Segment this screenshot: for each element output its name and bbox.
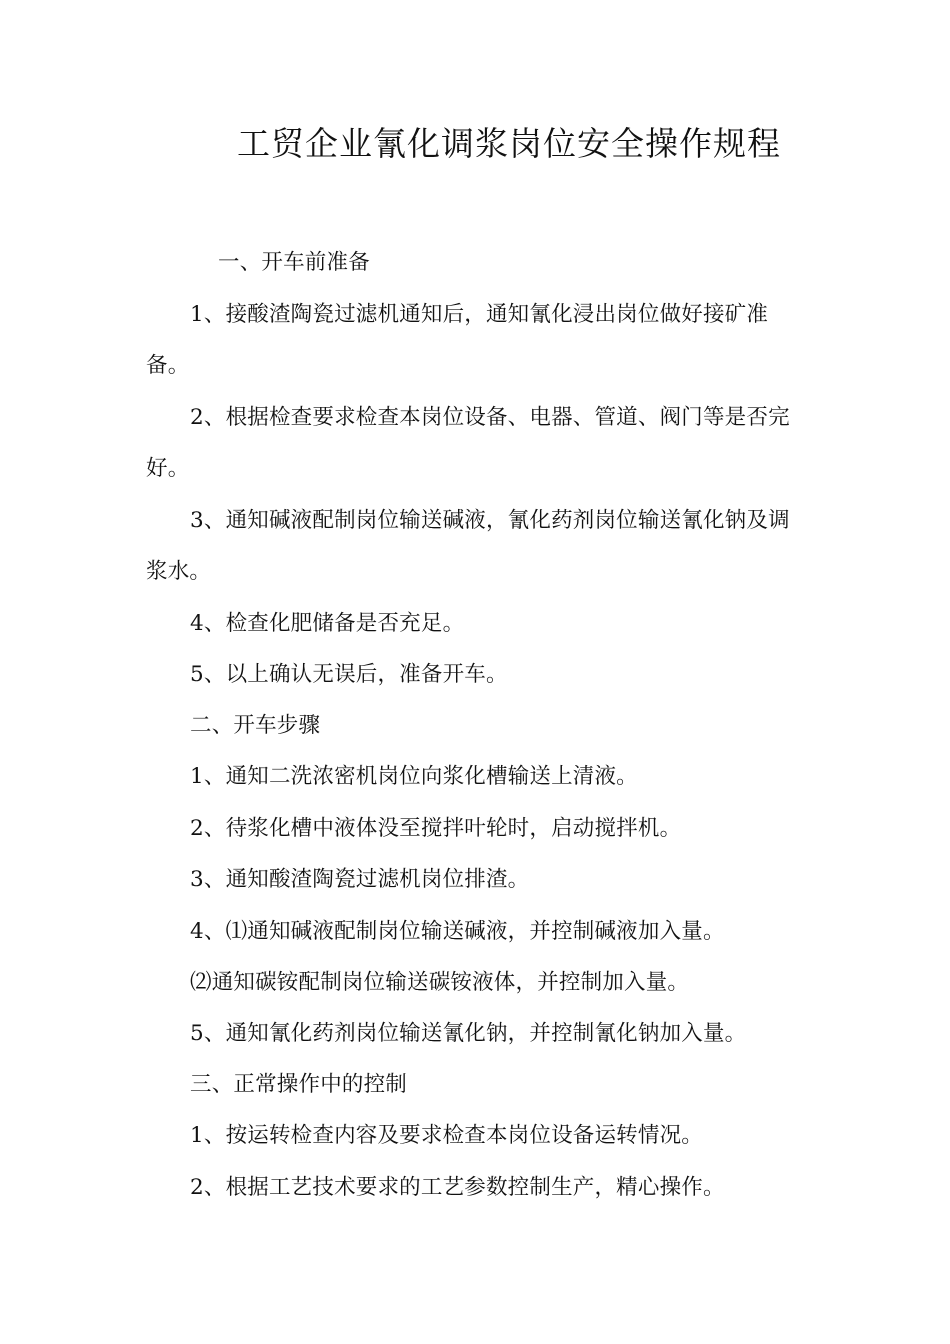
document-title: 工贸企业氰化调浆岗位安全操作规程: [237, 124, 781, 163]
paragraph-line: 好。: [146, 456, 190, 481]
section-heading-2: 二、开车步骤: [190, 713, 321, 738]
paragraph-line: 2、根据工艺技术要求的工艺参数控制生产，精心操作。: [190, 1175, 725, 1200]
paragraph-line: 1、通知二洗浓密机岗位向浆化槽输送上清液。: [190, 764, 638, 789]
section-heading-3: 三、正常操作中的控制: [190, 1072, 408, 1097]
section-heading-1: 一、开车前准备: [218, 250, 370, 275]
paragraph-line: 1、接酸渣陶瓷过滤机通知后，通知氰化浸出岗位做好接矿准: [190, 302, 769, 327]
paragraph-line: 1、按运转检查内容及要求检查本岗位设备运转情况。: [190, 1123, 703, 1148]
paragraph-line: 4、检查化肥储备是否充足。: [190, 611, 465, 636]
paragraph-line: 浆水。: [146, 559, 212, 584]
paragraph-line: 2、待浆化槽中液体没至搅拌叶轮时，启动搅拌机。: [190, 816, 682, 841]
paragraph-line: ⑵通知碳铵配制岗位输送碳铵液体，并控制加入量。: [190, 970, 690, 995]
paragraph-line: 备。: [146, 353, 190, 378]
paragraph-line: 5、以上确认无误后，准备开车。: [190, 662, 508, 687]
paragraph-line: 2、根据检查要求检查本岗位设备、电器、管道、阀门等是否完: [190, 405, 790, 430]
paragraph-line: 5、通知氰化药剂岗位输送氰化钠，并控制氰化钠加入量。: [190, 1021, 747, 1046]
paragraph-line: 3、通知酸渣陶瓷过滤机岗位排渣。: [190, 867, 530, 892]
paragraph-line: 3、通知碱液配制岗位输送碱液，氰化药剂岗位输送氰化钠及调: [190, 508, 790, 533]
paragraph-line: 4、⑴通知碱液配制岗位输送碱液，并控制碱液加入量。: [190, 919, 725, 944]
